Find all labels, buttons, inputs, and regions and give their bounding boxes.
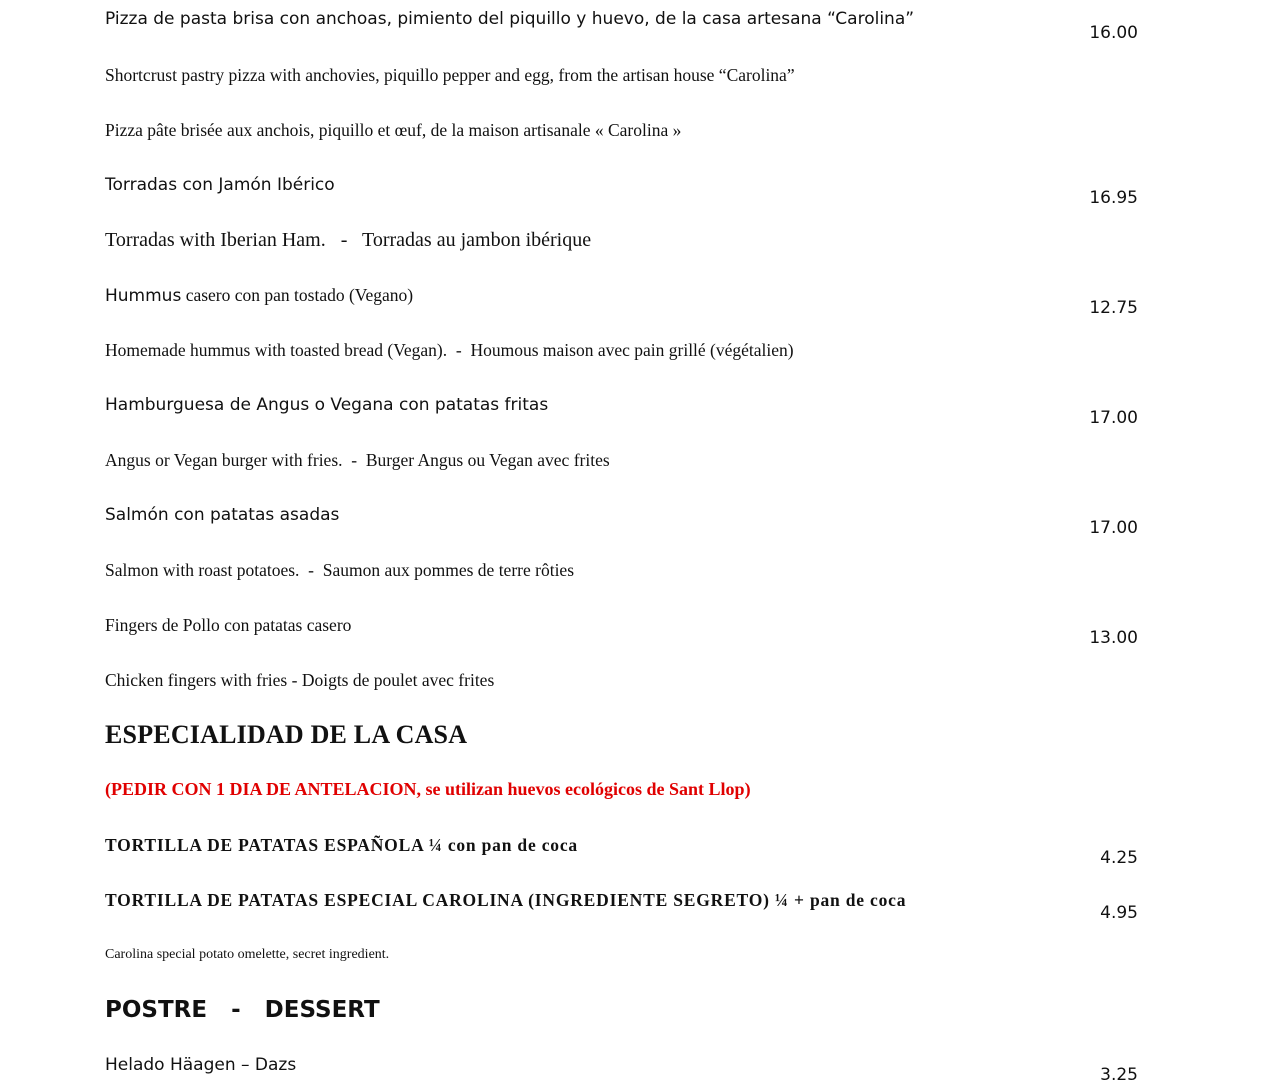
dessert-item-price: 3.25 — [1100, 1065, 1138, 1085]
fingers-price: 13.00 — [1089, 628, 1138, 648]
burger-name: Hamburguesa de Angus o Vegana con patatas fritas — [105, 395, 549, 415]
torradas-translation: Torradas with Iberian Ham. - Torradas au jambon ibérique — [105, 229, 592, 251]
tortilla-espanola-price: 4.25 — [1100, 848, 1138, 868]
salmon-price: 17.00 — [1089, 518, 1138, 538]
fingers-name: Fingers de Pollo con patatas casero — [105, 615, 352, 635]
hummus-price: 12.75 — [1089, 298, 1138, 318]
specialty-heading: ESPECIALIDAD DE LA CASA — [105, 720, 468, 749]
burger-price: 17.00 — [1089, 408, 1138, 428]
pizza-french: Pizza pâte brisée aux anchois, piquillo et œuf, de la maison artisanale « Carolina » — [105, 120, 682, 140]
pizza-name: Pizza de pasta brisa con anchoas, pimiento del piquillo y huevo, de la casa artesana “Carolina” — [105, 9, 915, 29]
pizza-price: 16.00 — [1089, 23, 1138, 43]
fingers-translation: Chicken fingers with fries - Doigts de poulet avec frites — [105, 670, 495, 690]
tortilla-carolina-name: TORTILLA DE PATATAS ESPECIAL CAROLINA (INGREDIENTE SEGRETO) ¼ + pan de coca — [105, 890, 907, 910]
hummus-name-rest: casero con pan tostado (Vegano) — [181, 285, 414, 305]
burger-translation: Angus or Vegan burger with fries. - Burger Angus ou Vegan avec frites — [105, 450, 610, 470]
torradas-name: Torradas con Jamón Ibérico — [105, 175, 335, 195]
hummus-name — [105, 285, 413, 306]
hummus-translation: Homemade hummus with toasted bread (Vegan). - Houmous maison avec pain grillé (végétalien) — [105, 340, 794, 360]
pizza-english: Shortcrust pastry pizza with anchovies, piquillo pepper and egg, from the artisan house “Carolina” — [105, 65, 795, 85]
tortilla-carolina-price: 4.95 — [1100, 903, 1138, 923]
dessert-item-name: Helado Häagen – Dazs — [105, 1055, 297, 1075]
salmon-translation: Salmon with roast potatoes. - Saumon aux pommes de terre rôties — [105, 560, 575, 580]
salmon-name: Salmón con patatas asadas — [105, 505, 340, 525]
tortilla-espanola-name: TORTILLA DE PATATAS ESPAÑOLA ¼ con pan de coca — [105, 835, 578, 855]
dessert-heading: POSTRE - DESSERT — [105, 997, 380, 1023]
specialty-footnote: Carolina special potato omelette, secret ingredient. — [105, 947, 390, 962]
hummus-name-word: Hummus — [105, 286, 182, 306]
torradas-price: 16.95 — [1089, 188, 1138, 208]
specialty-note: (PEDIR CON 1 DIA DE ANTELACION, se utilizan huevos ecológicos de Sant Llop) — [105, 779, 751, 799]
